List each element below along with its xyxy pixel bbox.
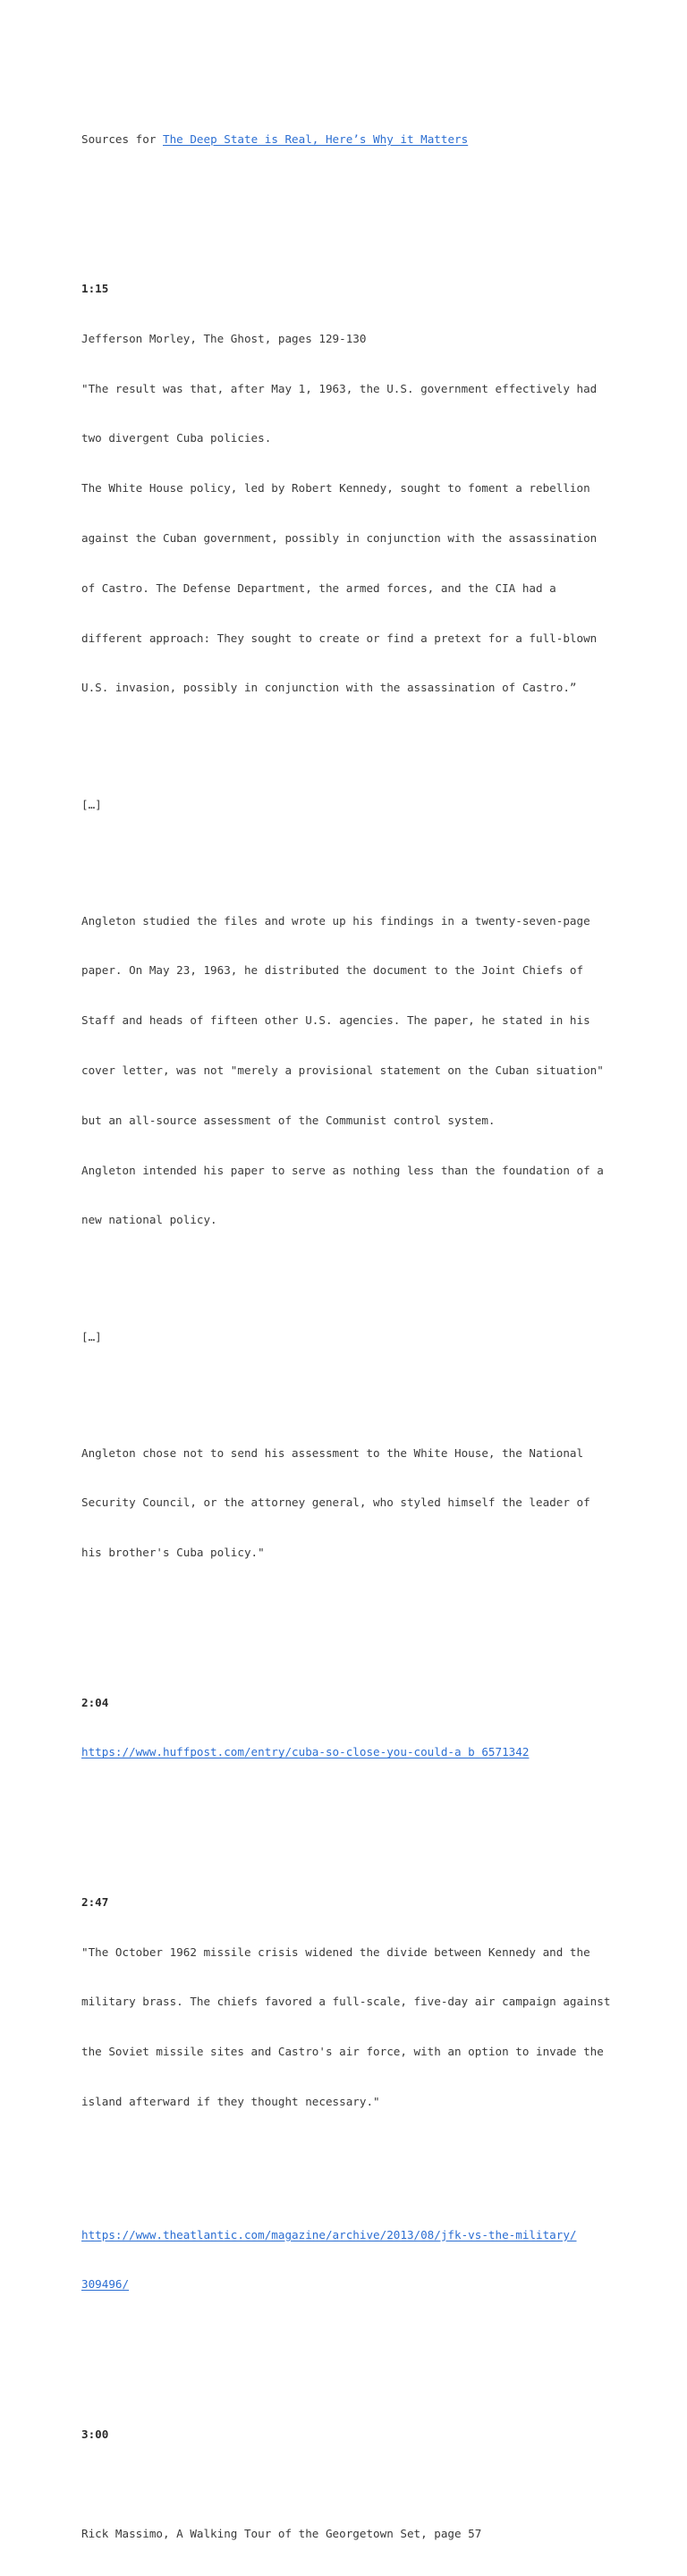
huffpost-link[interactable]: https://www.huffpost.com/entry/cuba-so-close-you-could-a_b_6571342 [81, 1745, 530, 1759]
spacer [81, 2477, 618, 2494]
title-link[interactable]: The Deep State is Real, Here’s Why it Matters [163, 131, 469, 146]
sources-prefix: Sources for [81, 131, 163, 146]
spacer [81, 1279, 618, 1296]
timestamp-3-00: 3:00 [81, 2427, 109, 2441]
paragraph-line: Angleton chose not to send his assessment to the White House, the National [81, 1445, 584, 1460]
quote-line: The White House policy, led by Robert Kennedy, sought to foment a rebellion [81, 481, 590, 496]
timestamp-2-04: 2:04 [81, 1695, 109, 1709]
paragraph-line: paper. On May 23, 1963, he distributed the document to the Joint Chiefs of [81, 963, 584, 978]
paragraph-line: Angleton intended his paper to serve as nothing less than the foundation of a [81, 1163, 604, 1177]
quote-line: against the Cuban government, possibly in conjunction with the assassination [81, 531, 598, 546]
spacer [81, 2160, 618, 2177]
timestamp-2-47: 2:47 [81, 1894, 109, 1909]
sources-header [81, 131, 618, 148]
paragraph-line: cover letter, was not "merely a provisional statement on the Cuban situation" [81, 1063, 604, 1078]
quote-line: of Castro. The Defense Department, the armed forces, and the CIA had a [81, 580, 556, 595]
paragraph-line: Angleton studied the files and wrote up his findings in a twenty-seven-page [81, 913, 590, 928]
quote-line: island afterward if they thought necessary." [81, 2094, 380, 2108]
paragraph-line: Security Council, or the attorney general, who styled himself the leader of [81, 1496, 590, 1510]
timestamp-1-15: 1:15 [81, 282, 109, 296]
citation-massimo: Rick Massimo, A Walking Tour of the Georgetown Set, page 57 [81, 2527, 482, 2541]
document-body [81, 81, 618, 2576]
ellipsis-marker: […] [81, 1329, 102, 1343]
quote-line: "The result was that, after May 1, 1963, the U.S. government effectively had [81, 381, 598, 395]
paragraph-line: his brother's Cuba policy." [81, 1546, 265, 1560]
spacer [81, 1378, 618, 1395]
paragraph-line: but an all-source assessment of the Communist control system. [81, 1113, 496, 1127]
spacer [81, 846, 618, 863]
paragraph-line: new national policy. [81, 1213, 217, 1227]
citation-morley: Jefferson Morley, The Ghost, pages 129-130 [81, 331, 367, 345]
spacer [81, 198, 618, 215]
spacer [81, 2343, 618, 2360]
quote-line: two divergent Cuba policies. [81, 431, 272, 445]
quote-line: military brass. The chiefs favored a full-scale, five-day air campaign against [81, 1995, 611, 2009]
quote-line: different approach: They sought to create or find a pretext for a full-blown [81, 631, 598, 645]
atlantic-link-part1[interactable]: https://www.theatlantic.com/magazine/archive/2013/08/jfk-vs-the-military/ [81, 2227, 577, 2241]
atlantic-link-part2[interactable]: 309496/ [81, 2277, 130, 2292]
quote-line: the Soviet missile sites and Castro's air force, with an option to invade the [81, 2045, 604, 2059]
spacer [81, 1612, 618, 1629]
paragraph-line: Staff and heads of fifteen other U.S. agencies. The paper, he stated in his [81, 1013, 590, 1028]
spacer [81, 1811, 618, 1828]
quote-line: U.S. invasion, possibly in conjunction with the assassination of Castro.” [81, 681, 577, 695]
spacer [81, 747, 618, 764]
quote-line: "The October 1962 missile crisis widened the divide between Kennedy and the [81, 1945, 590, 1959]
ellipsis-marker: […] [81, 797, 102, 811]
